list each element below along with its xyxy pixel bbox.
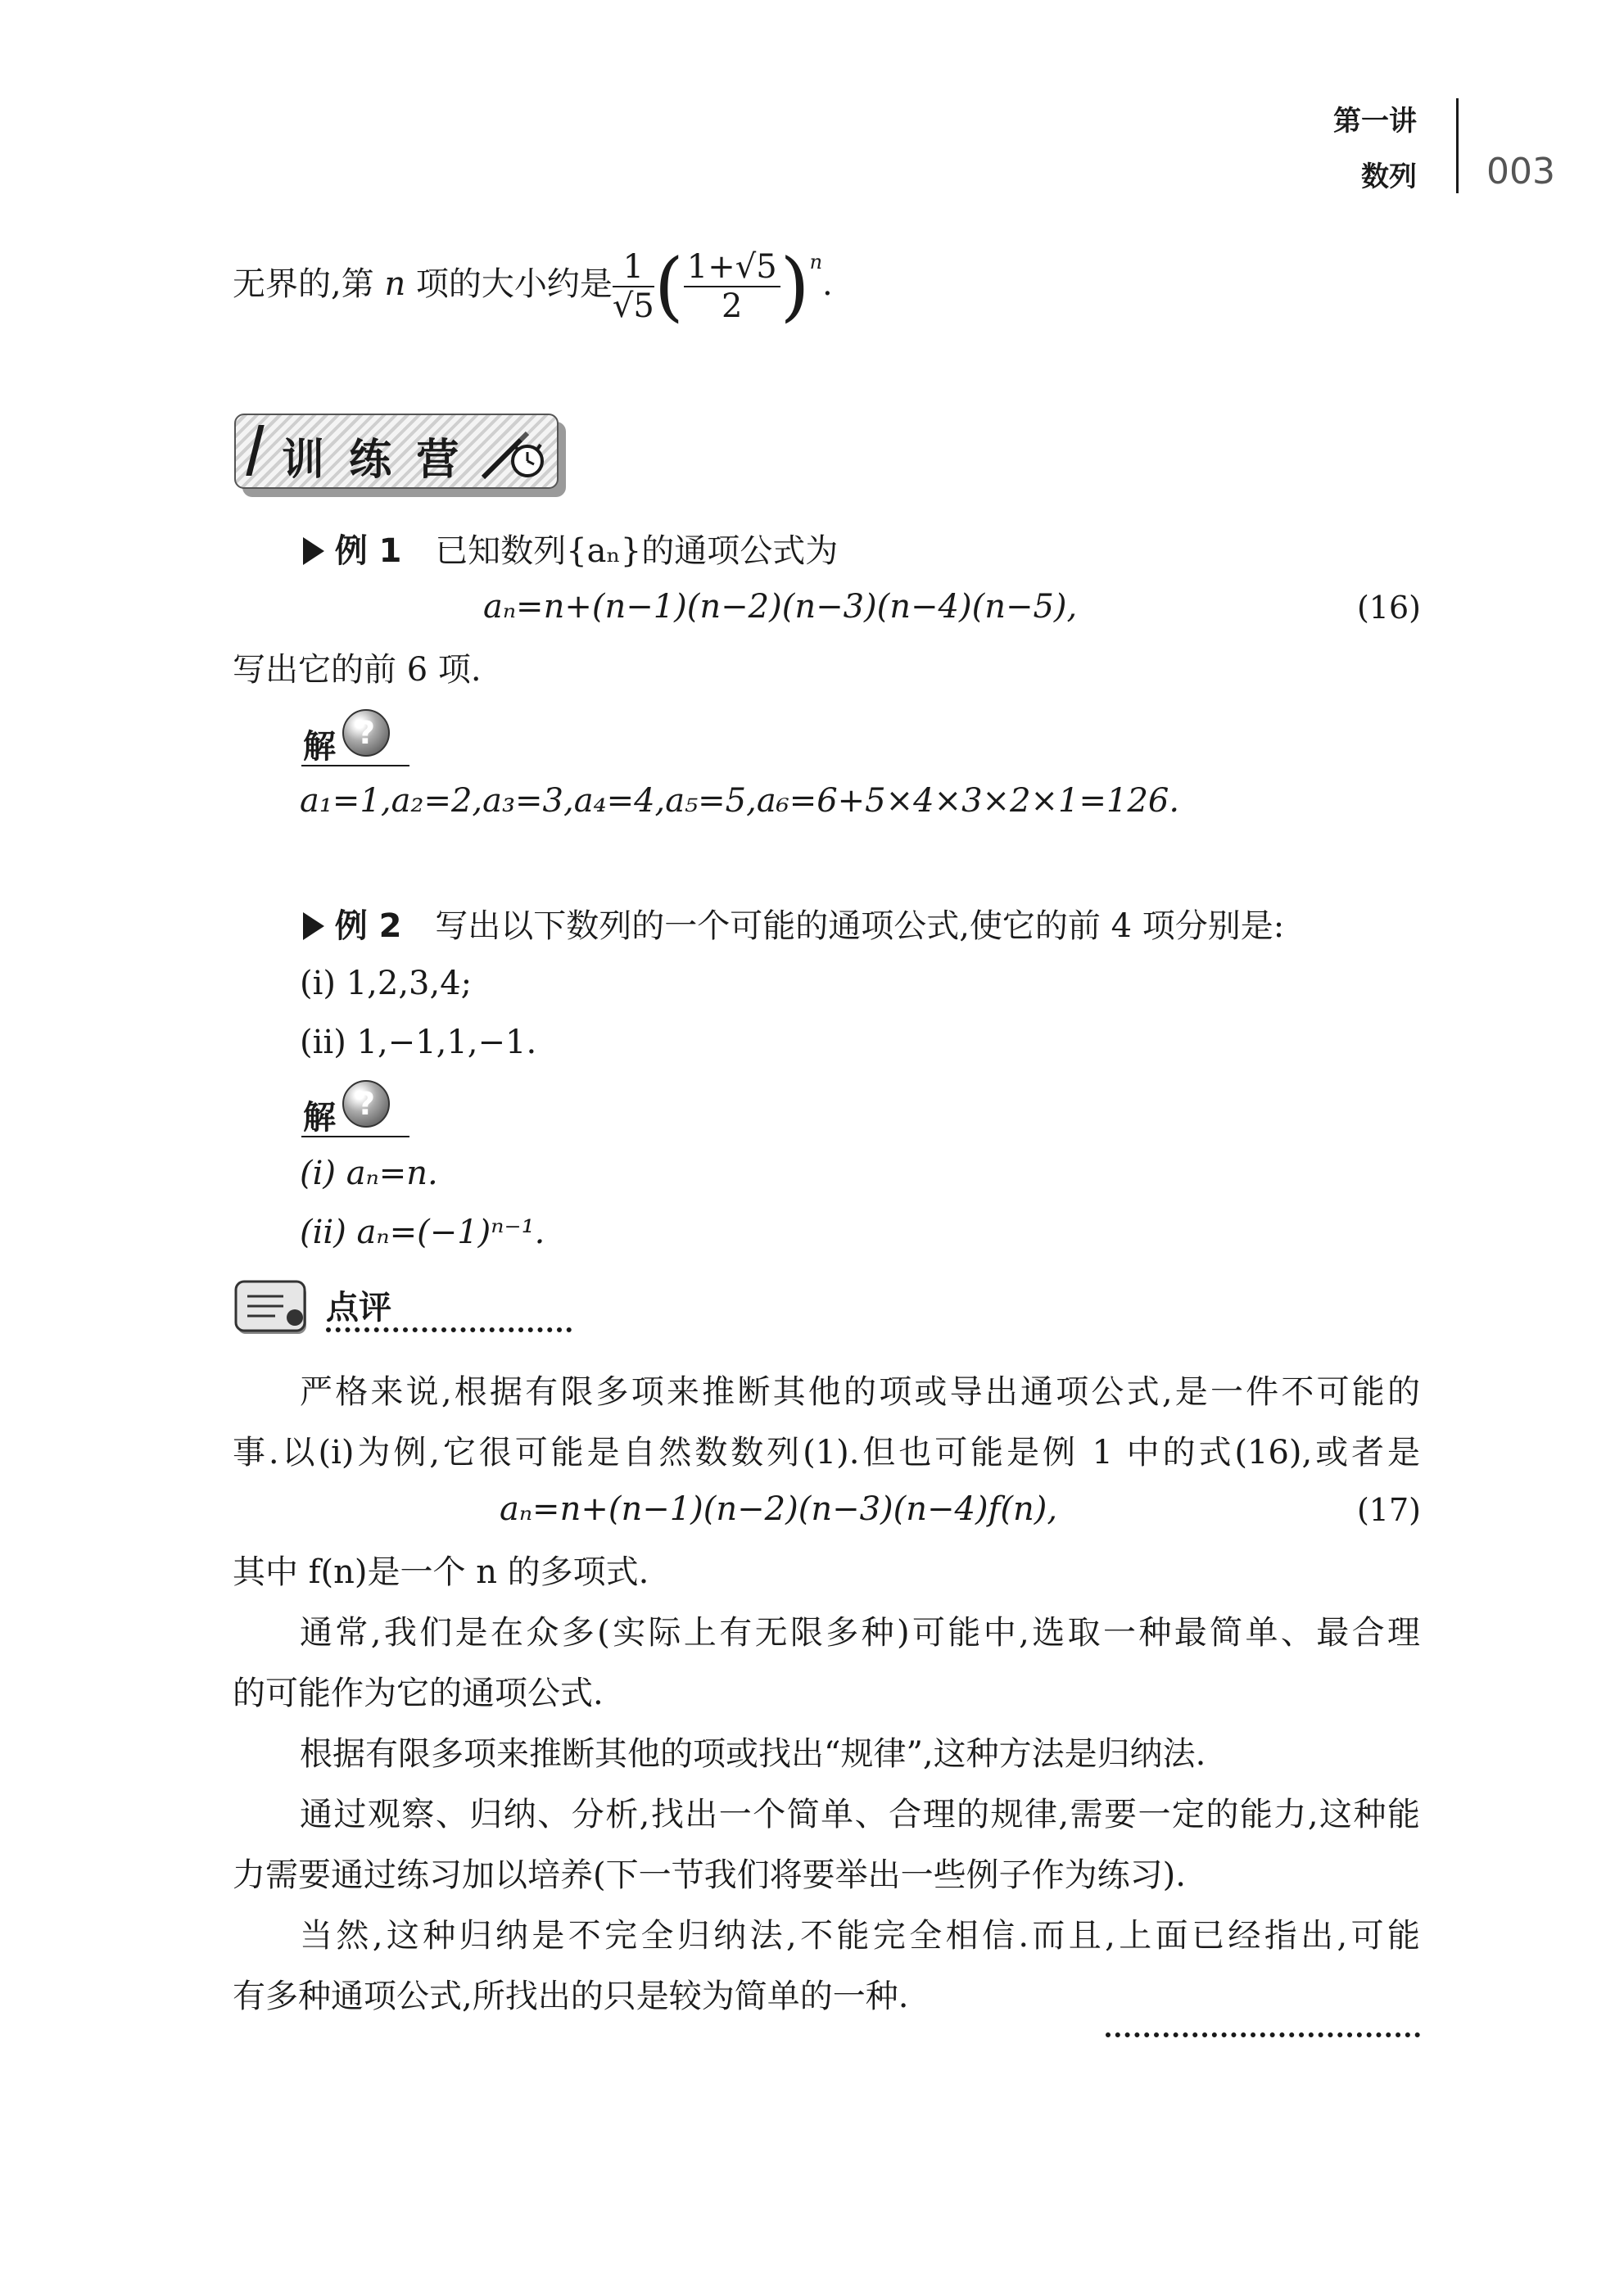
comment-p4-line2: 力需要通过练习加以培养(下一节我们将要举出一些例子作为练习). [233, 1856, 1186, 1894]
example1-heading [303, 528, 838, 574]
question-badge-icon: ? [342, 709, 390, 757]
example1-equation: aₙ=n+(n−1)(n−2)(n−3)(n−4)(n−5), [483, 588, 1078, 626]
frac1-denominator: √5 [612, 287, 654, 325]
frac1-numerator: 1 [613, 248, 654, 287]
comment-dotted-rule [326, 1327, 572, 1332]
solution1-text: a₁=1,a₂=2,a₃=3,a₄=4,a₅=5,a₆=6+5×4×3×2×1=126. [300, 782, 1180, 820]
comment-p4-line1: 通过观察、归纳、分析,找出一个简单、合理的规律,需要一定的能力,这种能 [300, 1796, 1420, 1833]
example1-eq-number: (16) [1356, 590, 1421, 626]
section-label: 数列 [1361, 160, 1417, 193]
triangle-icon [303, 912, 324, 940]
banner-title: 训 练 营 [282, 436, 464, 485]
training-banner [234, 414, 566, 497]
chapter-label: 第一讲 [1333, 105, 1417, 138]
fraction-one-over-root5 [613, 248, 654, 325]
intro-power: n [809, 251, 823, 274]
example2-item-i: (i) 1,2,3,4; [300, 965, 473, 1002]
example2-label: 例 2 [334, 907, 402, 945]
example2-text: 写出以下数列的一个可能的通项公式,使它的前 4 项分别是: [435, 907, 1285, 945]
notepad-icon [234, 1278, 314, 1337]
solution2-label: 解 [303, 1099, 336, 1137]
example1-text: 已知数列{aₙ}的通项公式为 [435, 532, 839, 570]
comment-p5-line1: 当然,这种归纳是不完全归纳法,不能完全相信.而且,上面已经指出,可能 [300, 1917, 1420, 1955]
intro-line: 无界的,第 n 项的大小约是 $\frac{1}{√5}$ ( $\frac{1+√5}{2}$ )$^n$. [233, 242, 833, 330]
solution2-heading [301, 1085, 409, 1137]
question-badge-icon: ? [342, 1080, 390, 1128]
solution2-item-ii: (ii) aₙ=(−1)ⁿ⁻¹. [300, 1214, 545, 1251]
comment-end-dotted-rule [1106, 2032, 1420, 2037]
example2-item-ii: (ii) 1,−1,1,−1. [300, 1024, 537, 1061]
intro-n: n [384, 265, 406, 303]
fraction-golden [684, 248, 780, 325]
triangle-icon [303, 537, 324, 565]
comment-p1-line2: 事.以(i)为例,它很可能是自然数数列(1).但也可能是例 1 中的式(16),或者是 [233, 1434, 1420, 1472]
example2-heading [303, 903, 1284, 949]
comment-eq-number: (17) [1356, 1492, 1421, 1528]
header-divider [1456, 98, 1459, 193]
comment-p2-line2: 的可能作为它的通项公式. [233, 1675, 604, 1712]
page-number: 003 [1486, 151, 1555, 192]
comment-p5-line2: 有多种通项公式,所找出的只是较为简单的一种. [233, 1978, 909, 2015]
solution1-label: 解 [303, 728, 336, 766]
solution1-heading [301, 714, 409, 766]
comment-p1-line1: 严格来说,根据有限多项来推断其他的项或导出通项公式,是一件不可能的 [300, 1373, 1420, 1411]
example1-followup: 写出它的前 6 项. [233, 651, 482, 689]
example1-label: 例 1 [334, 532, 402, 570]
frac2-numerator: 1+√5 [684, 248, 780, 287]
comment-equation: aₙ=n+(n−1)(n−2)(n−3)(n−4)f(n), [500, 1490, 1058, 1528]
comment-p3-line1: 根据有限多项来推断其他的项或找出“规律”,这种方法是归纳法. [300, 1735, 1206, 1773]
comment-title: 点评 [326, 1289, 391, 1327]
solution2-item-i: (i) aₙ=n. [300, 1155, 438, 1192]
intro-end: . [822, 265, 833, 303]
pencil-clock-icon [480, 425, 547, 484]
intro-prefix: 无界的,第 [233, 265, 374, 303]
intro-middle: 项的大小约是 [415, 265, 613, 303]
comment-heading [234, 1273, 578, 1343]
frac2-denominator: 2 [721, 287, 743, 325]
comment-p1-line3: 其中 f(n)是一个 n 的多项式. [233, 1553, 649, 1591]
comment-p2-line1: 通常,我们是在众多(实际上有无限多种)可能中,选取一种最简单、最合理 [300, 1614, 1420, 1652]
